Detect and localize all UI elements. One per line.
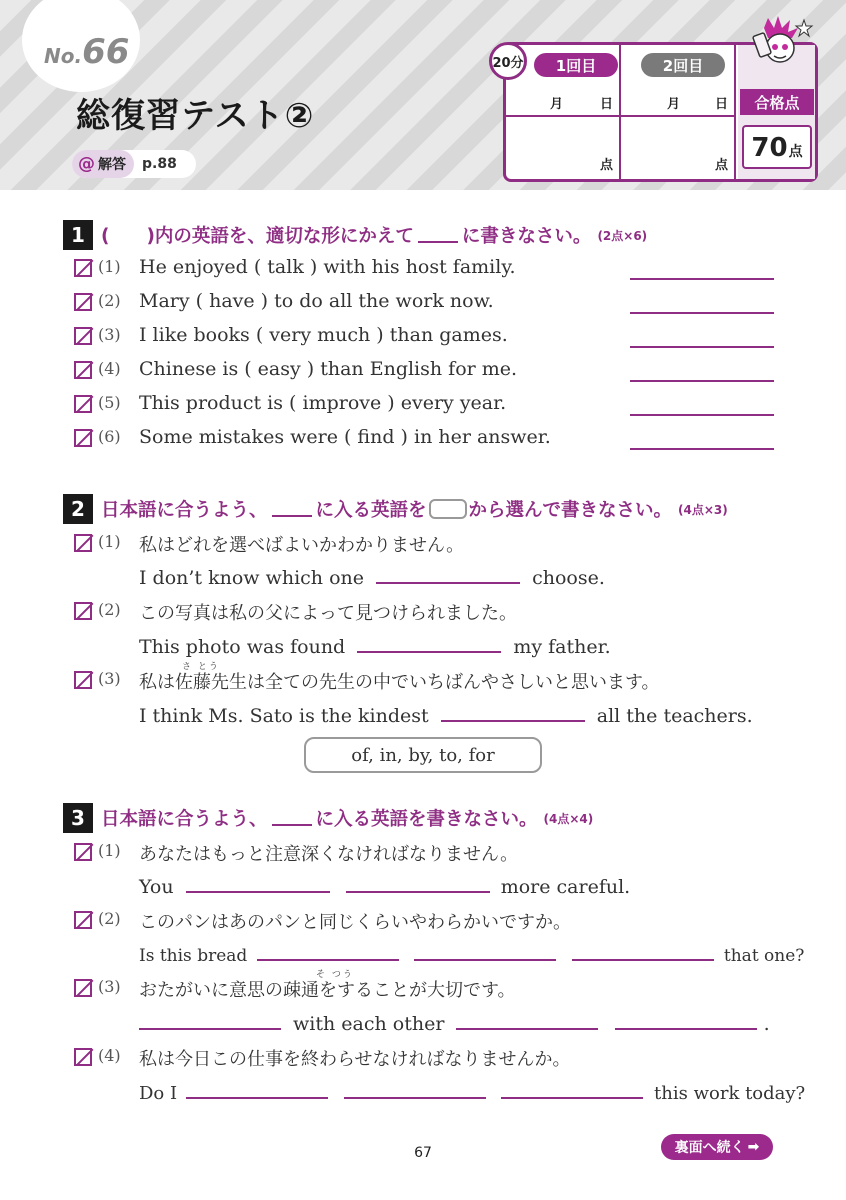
answer-field[interactable] <box>186 873 330 893</box>
answer-field[interactable] <box>501 1079 643 1099</box>
time-limit-badge: 20分 <box>489 42 527 80</box>
answer-field[interactable] <box>630 380 774 382</box>
answer-field[interactable] <box>344 1079 486 1099</box>
checkbox-icon[interactable] <box>74 602 92 620</box>
s2-q1-english <box>139 564 605 590</box>
attempt-1-label: 1回目 <box>534 53 618 77</box>
s3-q2-english <box>139 941 804 967</box>
answer-field[interactable] <box>630 278 774 280</box>
month-label: 月 <box>550 97 564 112</box>
answer-field[interactable] <box>346 873 490 893</box>
checkbox-icon[interactable] <box>74 293 92 311</box>
section-1-instruction-a: ( )内の英語を、適切な形にかえて <box>101 226 414 247</box>
question-number: (1) <box>98 532 121 551</box>
section-2-heading <box>63 494 728 524</box>
answer-field[interactable] <box>630 346 774 348</box>
question-number: (1) <box>98 841 121 860</box>
checkbox-icon[interactable] <box>74 1048 92 1066</box>
answer-field[interactable] <box>572 941 714 961</box>
section-1-points: (2点×6) <box>597 228 648 243</box>
checkbox-icon[interactable] <box>74 671 92 689</box>
question-text: He enjoyed ( talk ) with his host family. <box>139 256 516 278</box>
english-end: more careful. <box>500 876 631 898</box>
answer-field[interactable] <box>186 1079 328 1099</box>
lesson-number-prefix: No. <box>44 44 83 68</box>
question-text: Chinese is ( easy ) than English for me. <box>139 358 518 380</box>
day-label: 日 <box>599 97 613 112</box>
english-before: This photo was found <box>139 636 346 658</box>
section-2-number: 2 <box>63 494 93 524</box>
passing-score-label: 合格点 <box>740 89 814 115</box>
answer-field[interactable] <box>139 1010 281 1030</box>
attempt-1-date <box>506 93 619 113</box>
english-after: choose. <box>532 567 605 589</box>
english-before: I don’t know which one <box>139 567 365 589</box>
attempt-2-date <box>621 93 734 113</box>
s3-q3-english <box>139 1010 770 1036</box>
checkbox-icon[interactable] <box>74 327 92 345</box>
question-number: (2) <box>98 909 121 928</box>
section-1-heading <box>63 220 647 250</box>
section-1-instruction-b: に書きなさい。 <box>461 226 592 247</box>
checkbox-icon[interactable] <box>74 534 92 552</box>
checkbox-icon[interactable] <box>74 361 92 379</box>
attempt-2-column <box>621 45 736 179</box>
section-3-instruction-a: 日本語に合うよう、 <box>101 809 268 830</box>
answer-tag <box>72 150 134 178</box>
answer-field[interactable] <box>630 312 774 314</box>
s2-q2-english <box>139 633 611 659</box>
blank-symbol <box>418 227 458 243</box>
s2-q3-english <box>139 702 753 728</box>
answer-field[interactable] <box>441 702 585 722</box>
question-number: (3) <box>98 669 121 688</box>
ruby-text: そ つう <box>316 970 354 980</box>
s3-q1-english <box>139 873 630 899</box>
question-number: (1) <box>98 257 121 276</box>
question-japanese: このパンはあのパンと同じくらいやわらかいですか。 <box>139 912 571 933</box>
english-start: Is this bread <box>139 946 248 966</box>
checkbox-icon[interactable] <box>74 979 92 997</box>
s3-q4-english <box>139 1079 805 1105</box>
checkbox-icon[interactable] <box>74 395 92 413</box>
section-2-instruction-c: から選んで書きなさい。 <box>468 500 673 521</box>
english-end: this work today? <box>654 1083 806 1104</box>
answer-field[interactable] <box>376 564 520 584</box>
answer-field[interactable] <box>630 448 774 450</box>
passing-score <box>742 125 812 169</box>
answer-field[interactable] <box>357 633 501 653</box>
continue-label: 裏面へ続く <box>674 1140 745 1156</box>
question-number: (2) <box>98 600 121 619</box>
question-number: (6) <box>98 427 121 446</box>
section-2-points: (4点×3) <box>678 502 728 517</box>
attempt-2-label: 2回目 <box>641 53 725 77</box>
ruby-text: さ とう <box>182 662 220 672</box>
question-number: (3) <box>98 977 121 996</box>
answer-tag-label: 解答 <box>98 157 126 173</box>
page-number: 67 <box>414 1145 432 1161</box>
arrow-right-icon: ➡ <box>747 1139 760 1155</box>
month-label: 月 <box>667 97 681 112</box>
section-3-heading <box>63 803 593 833</box>
english-start: You <box>139 876 174 898</box>
mascot-icon <box>738 14 818 84</box>
english-before: I think Ms. Sato is the kindest <box>139 705 429 727</box>
passing-score-unit: 点 <box>788 144 803 160</box>
question-japanese: あなたはもっと注意深くなければなりません。 <box>139 844 519 865</box>
attempt-2-points-unit: 点 <box>714 158 728 173</box>
checkbox-icon[interactable] <box>74 843 92 861</box>
answer-field[interactable] <box>414 941 556 961</box>
checkbox-icon[interactable] <box>74 911 92 929</box>
answer-page: p.88 <box>142 156 177 172</box>
section-3-instruction-b: に入る英語を書きなさい。 <box>315 809 538 830</box>
section-3-number: 3 <box>63 803 93 833</box>
lesson-number <box>44 32 129 72</box>
question-japanese: 私は今日この仕事を終わらせなければなりませんか。 <box>139 1049 571 1070</box>
answer-field[interactable] <box>630 414 774 416</box>
blank-symbol <box>272 501 312 517</box>
section-3-points: (4点×4) <box>543 811 594 826</box>
word-choices-box: of, in, by, to, for <box>304 737 542 773</box>
question-text: Some mistakes were ( find ) in her answer. <box>139 426 551 448</box>
day-label: 日 <box>714 97 728 112</box>
passing-score-value: 70 <box>751 133 788 163</box>
english-end: that one? <box>723 946 805 966</box>
question-japanese: おたがいに意思の疎通をすることが大切です。 <box>139 980 516 1001</box>
checkbox-icon[interactable] <box>74 259 92 277</box>
lesson-number-value: 66 <box>82 32 130 72</box>
answer-field[interactable] <box>615 1010 757 1030</box>
answer-field[interactable] <box>257 941 399 961</box>
question-japanese: 私は佐藤先生は全ての先生の中でいちばんやさしいと思います。 <box>139 672 660 693</box>
answer-reference <box>72 150 196 178</box>
english-middle: with each other <box>293 1013 445 1035</box>
question-number: (4) <box>98 359 121 378</box>
choice-box-symbol <box>429 499 467 519</box>
divider <box>621 115 734 117</box>
question-text: I like books ( very much ) than games. <box>139 324 508 346</box>
section-2-instruction-a: 日本語に合うよう、 <box>101 500 268 521</box>
question-number: (2) <box>98 291 121 310</box>
question-number: (4) <box>98 1046 121 1065</box>
section-2-instruction-b: に入る英語を <box>315 500 427 521</box>
question-japanese: この写真は私の父によって見つけられました。 <box>139 603 517 624</box>
answer-field[interactable] <box>456 1010 598 1030</box>
attempt-1-points-unit: 点 <box>599 158 613 173</box>
continue-on-back-button[interactable] <box>661 1134 773 1160</box>
english-after: all the teachers. <box>596 705 753 727</box>
english-start: Do I <box>139 1083 178 1104</box>
question-number: (5) <box>98 393 121 412</box>
blank-symbol <box>272 810 312 826</box>
question-japanese: 私はどれを選べばよいかわかりません。 <box>139 535 465 556</box>
question-text: This product is ( improve ) every year. <box>139 392 507 414</box>
english-end: . <box>763 1013 770 1035</box>
question-number: (3) <box>98 325 121 344</box>
page-title: 総復習テスト② <box>76 96 315 136</box>
checkbox-icon[interactable] <box>74 429 92 447</box>
question-text: Mary ( have ) to do all the work now. <box>139 290 494 312</box>
english-after: my father. <box>513 636 611 658</box>
divider <box>506 115 619 117</box>
swirl-icon: @ <box>78 154 95 174</box>
section-1-number: 1 <box>63 220 93 250</box>
